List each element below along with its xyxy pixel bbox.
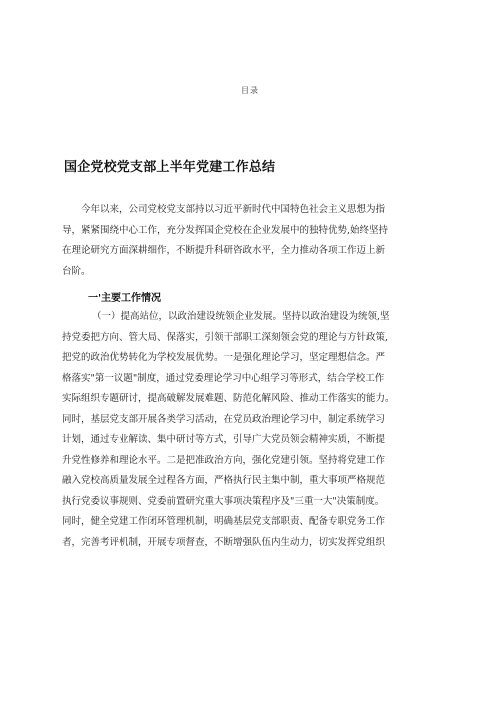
intro-paragraph: [62, 200, 438, 282]
paragraph-line: 同时，健全党建工作闭环管理机制，明确基层党支部职责、配备专职党务工作: [62, 516, 386, 527]
paragraph-line: 升党性修养和理论水平。二是把准政治方向，强化党建引领。坚持将党建工作: [62, 454, 386, 466]
paragraph-line: 融入党校高质量发展全过程各方面，严格执行民主集中制，重大事项严格规范: [62, 475, 386, 486]
paragraph-line: 执行党委议事规则、党委前置研究重大事项决策程序及"三重一大"决策制度。: [62, 495, 385, 507]
section-heading: 一'主要工作情况: [88, 293, 162, 304]
paragraph-line: 把党的政治优势转化为学校发展优势。一是强化理论学习，坚定理想信念。严: [62, 352, 386, 363]
intro-line: 在理论研究方面深耕细作，不断提升科研咨政水平，全力推动各项工作迈上新: [62, 245, 386, 256]
paragraph-line: 实际组织专题研讨，提高破解发展难题、防范化解风险、推动工作落实的能力。: [62, 393, 395, 404]
toc-label: 目录: [241, 86, 259, 95]
body-paragraph: [62, 307, 438, 553]
paragraph-line: 同时，基层党支部开展各类学习活动，在党员政治理论学习中，制定系统学习: [62, 413, 386, 425]
paragraph-line: 者，完善考评机制，开展专项督查，不断增强队伍内生动力，切实发挥党组织: [62, 536, 386, 548]
paragraph-line: （一）提高站位，以政治建设统领企业发展。坚持以政治建设为统领,坚: [92, 311, 390, 322]
paragraph-line: 计划，通过专业解读、集中研讨等方式，引导广大党员领会精神实质，不断提: [62, 434, 386, 445]
intro-line: 台阶。: [62, 265, 91, 277]
paragraph-line: 格落实"第一议题"制度，通过党委理论学习中心组学习等形式，结合学校工作: [62, 372, 385, 384]
intro-line: 今年以来，公司党校党支部持以习近平新时代中国特色社会主义思想为指: [81, 204, 386, 215]
intro-line: 导，紧紧围绕中心工作，充分发挥国企党校在企业发展中的独特优势,始终坚持: [62, 224, 389, 236]
document-title: 国企党校党支部上半年党建工作总结: [64, 160, 276, 175]
paragraph-line: 持党委把方向、管大局、保落实，引领干部职工深刻领会党的理论与方针政策,: [62, 331, 389, 343]
